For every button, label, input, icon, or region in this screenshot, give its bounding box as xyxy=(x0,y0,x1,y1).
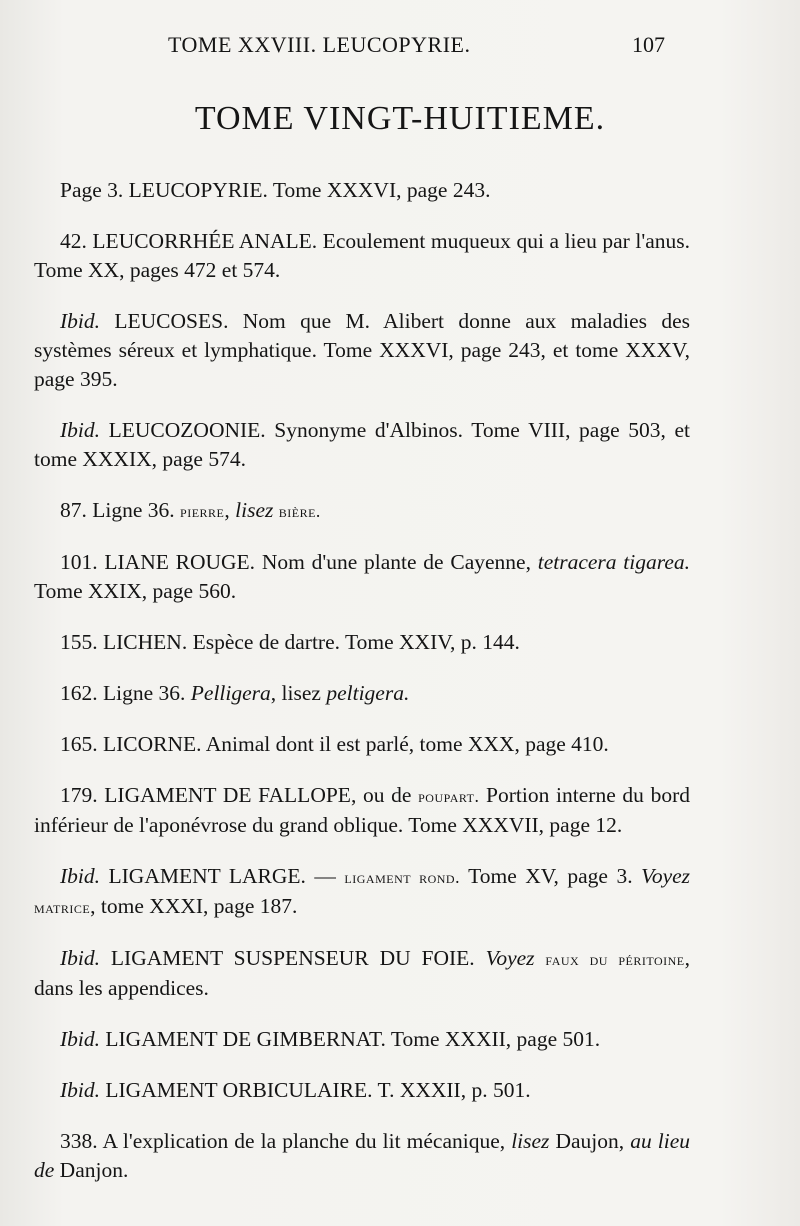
entry: 165. LICORNE. Animal dont il est parlé, tome XXX, page 410. xyxy=(60,732,609,756)
entry: 42. LEUCORRHÉE ANALE. Ecoulement muqueux qui a lieu par l'anus. Tome XX, pages 472 et 574. xyxy=(34,229,690,282)
entry: Page 3. LEUCOPYRIE. Tome XXXVI, page 243. xyxy=(60,178,491,202)
entry: Ibid. LEUCOZOONIE. Synonyme d'Albinos. Tome VIII, page 503, et tome XXXIX, page 574. xyxy=(34,418,691,471)
entry: Ibid. LIGAMENT SUSPENSEUR DU FOIE. Voyez faux du péritoine, dans les appendices. xyxy=(34,946,691,1000)
entry: 338. A l'explication de la planche du lit mécanique, lisez Daujon, au lieu de Danjon. xyxy=(34,1129,690,1182)
errata-list xyxy=(34,176,690,1207)
entry: 155. LICHEN. Espèce de dartre. Tome XXIV, p. 144. xyxy=(60,630,520,654)
running-title: TOME XXVIII. LEUCOPYRIE. xyxy=(168,32,471,57)
entry: 101. LIANE ROUGE. Nom d'une plante de Cayenne, tetracera tigarea. Tome XXIX, page 560. xyxy=(34,550,690,603)
page-number: 107 xyxy=(632,32,665,57)
entry: Ibid. LEUCOSES. Nom que M. Alibert donne aux maladies des systèmes séreux et lymphatique. Tome XXXVI, page 243, et tome XXXV, page 395. xyxy=(34,309,690,391)
entry: 162. Ligne 36. Pelligera, lisez peltigera. xyxy=(60,681,410,705)
entry: 179. LIGAMENT DE FALLOPE, ou de poupart. Portion interne du bord inférieur de l'aponévrose du grand oblique. Tome XXXVII, page 12. xyxy=(34,783,690,837)
entry: Ibid. LIGAMENT ORBICULAIRE. T. XXXII, p. 501. xyxy=(60,1078,531,1102)
entry: Ibid. LIGAMENT LARGE. — ligament rond. Tome XV, page 3. Voyez matrice, tome XXXI, page 187. xyxy=(34,864,691,918)
entry: Ibid. LIGAMENT DE GIMBERNAT. Tome XXXII, page 501. xyxy=(60,1027,601,1051)
running-head xyxy=(0,32,800,62)
entry: 87. Ligne 36. pierre, lisez bière. xyxy=(60,498,321,522)
volume-heading: TOME VINGT-HUITIEME. xyxy=(194,100,606,137)
